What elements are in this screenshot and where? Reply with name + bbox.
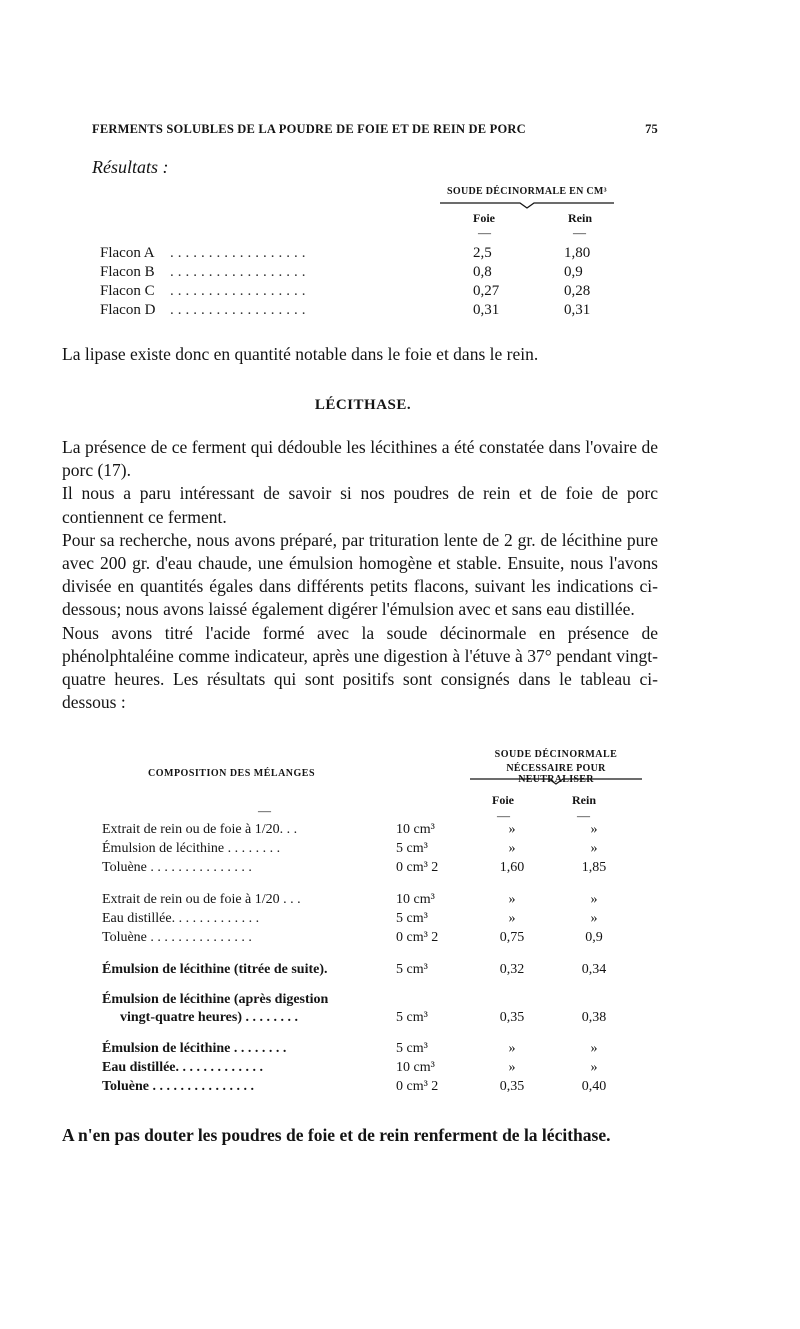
table1-col-rein: Rein (568, 211, 592, 225)
results-label: Résultats : (92, 157, 169, 177)
table2-row-label: Émulsion de lécithine (titrée de suite). (102, 962, 328, 977)
table2-row-rein: » (590, 1060, 598, 1075)
table2-row-quantity: 0 cm³ 2 (396, 1079, 439, 1094)
table1-row (100, 302, 620, 322)
table2-row-label: Eau distillée. . . . . . . . . . . . . (102, 1060, 264, 1075)
table2-row-foie: » (508, 892, 516, 907)
table2-row-rein: 1,85 (581, 860, 607, 875)
table2-row-quantity: 10 cm³ (396, 892, 435, 907)
table2-row-quantity: 5 cm³ (396, 841, 428, 856)
table2-row-quantity: 0 cm³ 2 (396, 930, 439, 945)
table2-row-quantity: 5 cm³ (396, 911, 428, 926)
table2-row-foie: » (508, 911, 516, 926)
table2-composition-heading: COMPOSITION DES MÉLANGES (148, 768, 316, 779)
table2-row-rein: 0,40 (581, 1079, 607, 1094)
table2-row-foie: » (508, 822, 516, 837)
table1-row-rein: 1,80 (564, 245, 591, 261)
table2-row (102, 930, 662, 950)
table2-row-quantity: 5 cm³ (396, 1041, 428, 1056)
table2-row-foie: 1,60 (499, 860, 525, 875)
table2-row (102, 841, 662, 861)
table2-row-label: Toluène . . . . . . . . . . . . . . . (102, 930, 252, 945)
table2-row (102, 1010, 662, 1030)
table2-row-foie: 0,35 (499, 1010, 525, 1025)
table2-row-quantity: 0 cm³ 2 (396, 860, 439, 875)
table1-row-label: Flacon C (100, 283, 155, 299)
table2-heading-line2: NÉCESSAIRE POUR NEUTRALISER (506, 763, 606, 785)
table2-row (102, 962, 662, 982)
table1-row-foie: 0,27 (473, 283, 500, 299)
table2-row-foie: » (508, 1060, 516, 1075)
page-number: 75 (645, 122, 658, 136)
table1-dash-rein: — (573, 225, 586, 240)
paragraph: La présence de ce ferment qui dédouble les lécithines a été constatée dans l'ovaire de porc (17). (62, 437, 658, 481)
table1-row-rein: 0,9 (564, 264, 583, 280)
table2-row (102, 1079, 662, 1099)
table2-row (102, 860, 662, 880)
table2-row-label: Émulsion de lécithine . . . . . . . . (102, 1041, 287, 1056)
table1-dash-foie: — (478, 225, 491, 240)
table2-row-foie: 0,35 (499, 1079, 525, 1094)
table2-row-foie: » (508, 841, 516, 856)
lipase-conclusion: La lipase existe donc en quantité notable dans le foie et dans le rein. (62, 344, 539, 364)
table2-row-rein: 0,9 (585, 930, 603, 945)
table2-row-label: Toluène . . . . . . . . . . . . . . . (102, 1079, 254, 1094)
table2-dash-rein: — (577, 808, 590, 823)
table2-row-quantity: 5 cm³ (396, 962, 428, 977)
table2-dash-foie: — (497, 808, 510, 823)
table2-row-quantity: 10 cm³ (396, 822, 435, 837)
table2-row-label: Eau distillée. . . . . . . . . . . . . (102, 911, 260, 926)
table1-row (100, 264, 620, 284)
table1-row-rein: 0,28 (564, 283, 591, 299)
table2-row-rein: » (590, 841, 598, 856)
table1-heading: SOUDE DÉCINORMALE EN CM³ (447, 186, 607, 197)
running-head (92, 122, 658, 137)
table2-col-rein: Rein (572, 793, 596, 807)
table2-row-foie: » (508, 1041, 516, 1056)
table1-row-foie: 0,31 (473, 302, 500, 318)
paragraph: Il nous a paru intéressant de savoir si nos poudres de rein et de foie de porc contiennent ce ferment. (62, 483, 658, 527)
table2-row (102, 1041, 662, 1061)
table2-brace (470, 776, 642, 786)
table1-row-foie: 0,8 (473, 264, 492, 280)
table1-row-leader: .................. (170, 302, 310, 318)
table2-row (102, 822, 662, 842)
table2-row (102, 892, 662, 912)
table1-row-leader: .................. (170, 264, 310, 280)
table2-row-rein: » (590, 892, 598, 907)
table2-row (102, 992, 662, 1012)
table2-row-label: Émulsion de lécithine (après digestion (102, 992, 329, 1007)
table2-row-rein: 0,34 (581, 962, 607, 977)
table2-row-quantity: 5 cm³ (396, 1010, 428, 1025)
body-paragraphs (62, 436, 658, 714)
paragraph: Nous avons titré l'acide formé avec la soude décinormale en présence de phénolphtaléine comme indicateur, après une digestion à l'étuve à 37° pendant vingt-quatre heures. Les résultats qui sont positifs sont consignés dans le tableau ci-dessous : (62, 622, 658, 713)
table1-brace (440, 200, 614, 210)
paragraph: Pour sa recherche, nous avons préparé, par trituration lente de 2 gr. de lécithine pure avec 200 gr. d'eau chaude, une émulsion homogène et stable. Ensuite, nous l'avons divisée en quantités égales dans différents petits flacons, suivant les indications ci-dessous; nous avons laissé également digérer l'émulsion avec et sans eau distillée. (62, 529, 658, 620)
table2-row-rein: » (590, 822, 598, 837)
table1-row-label: Flacon B (100, 264, 155, 280)
table2-heading-line1: SOUDE DÉCINORMALE (494, 749, 618, 760)
table1-row (100, 283, 620, 303)
table2-row-label: Toluène . . . . . . . . . . . . . . . (102, 860, 252, 875)
table1-row-leader: .................. (170, 283, 310, 299)
table1-row-label: Flacon A (100, 245, 155, 261)
running-head-title: FERMENTS SOLUBLES DE LA POUDRE DE FOIE ET DE REIN DE PORC (92, 122, 526, 136)
table2-row-rein: 0,38 (581, 1010, 607, 1025)
section-title-lecithase: LÉCITHASE. (314, 397, 412, 413)
table2-row-rein: » (590, 1041, 598, 1056)
table2-row-label: vingt-quatre heures) . . . . . . . . (120, 1010, 298, 1025)
table1-row-leader: .................. (170, 245, 310, 261)
table2-row-quantity: 10 cm³ (396, 1060, 435, 1075)
table2-dash-composition: — (258, 803, 271, 818)
table2-col-foie: Foie (492, 793, 514, 807)
table2-row (102, 1060, 662, 1080)
table2-row (102, 911, 662, 931)
table2-row-rein: » (590, 911, 598, 926)
table2-row-label: Extrait de rein ou de foie à 1/20 . . . (102, 892, 301, 907)
final-paragraph: A n'en pas douter les poudres de foie et de rein renferment de la lécithase. (62, 1125, 611, 1145)
table1-row-foie: 2,5 (473, 245, 492, 261)
table2-row-label: Émulsion de lécithine . . . . . . . . (102, 841, 281, 856)
table1-col-foie: Foie (473, 211, 495, 225)
table2-row-foie: 0,32 (499, 962, 525, 977)
table2-row-label: Extrait de rein ou de foie à 1/20. . . (102, 822, 298, 837)
table2-row-foie: 0,75 (499, 930, 525, 945)
table1-row (100, 245, 620, 265)
table1-row-rein: 0,31 (564, 302, 591, 318)
table1-row-label: Flacon D (100, 302, 156, 318)
